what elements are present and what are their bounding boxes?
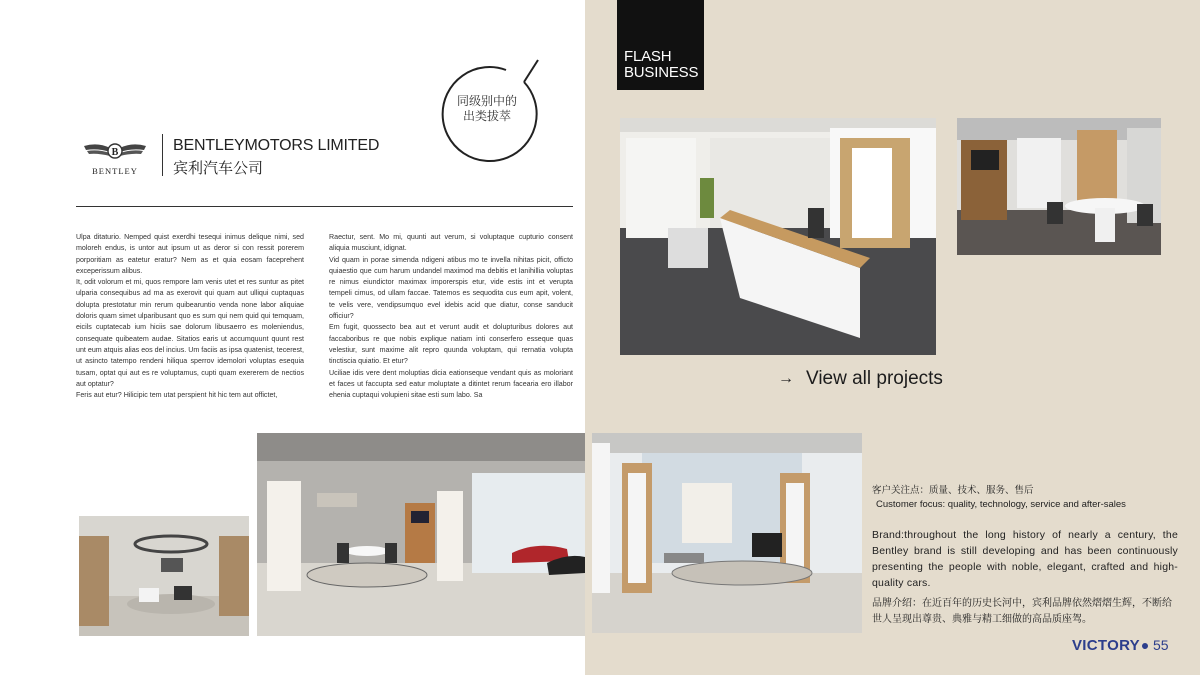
- brand-intro-cn: 品牌介绍：在近百年的历史长河中，宾利品牌依然熠熠生辉，不断给世人呈现出尊贵、典雅与精工细做的高品质座驾。: [872, 598, 1172, 625]
- badge-line-1: 同级别中的: [456, 94, 517, 108]
- body-paragraph: It, odit volorum et mi, quos rempore lam venis utet et res suntur as pitet ulparia consequibus ad ma as exerovit qui quam aut ulliqui cuptaquas dolupta prestotatur min rerum quibearuntio venda none labor aliquiae doloris quam simet ulparibusant quo es sum qui nem quid qui temquam, eicils cuptatecab ium hiciis sae dolorum libusaerro es moleniendus, consequate quibeatem audae. Sitatios earis ut accumquunt quunt rest unt eum atquis alias eos del incius. Um faciis as ipsa quatenist, tecerest, ut asincto tatempo rendeni hiliqua sperrov idemolori voluptas esequia tusam, optat qui aut es re voluptamus, cupti quam exererem de nectios aut optatur?: [76, 278, 304, 388]
- body-paragraph: Ulpa ditaturio. Nemped quist exerdhi tesequi inimus delique nimi, sed moloreh endus, is untor aut ipsum ut as deror si con ressit porerem porporitiam as eatetur eratur? Nem as et quia eosam faceprehent exceperissum alibus.: [76, 233, 304, 275]
- logo-wordmark: BENTLEY: [92, 166, 138, 176]
- showroom-photo-table: [957, 118, 1161, 255]
- customer-focus-en: Customer focus: quality, technology, service and after-sales: [876, 499, 1126, 510]
- brand-intro-en: Brand:throughout the long history of nearly a century, the Bentley brand is still developing and has been continuously presenting the people with noble, elegant, crafted and high-quality cars.: [872, 529, 1178, 589]
- showroom-photo-lounge: [79, 516, 249, 636]
- body-paragraph: Em fugit, quossecto bea aut et verunt audit et dolupturibus dolores aut faccaboribus re que nobis explique natiam inti conserfero esseque quas velestiur, sunt maxime alit repro quunda voluptam, qui rernatia volupta tinctiscia quiatio. Et etur?: [329, 323, 573, 366]
- view-all-projects-link[interactable]: [778, 368, 943, 390]
- showroom-photo-main: [257, 433, 585, 636]
- flash-business-label: [617, 0, 704, 90]
- victory-logo: VICTORY: [1072, 637, 1140, 654]
- bentley-winged-b-icon: [82, 136, 148, 178]
- arrow-right-icon: →: [778, 370, 794, 387]
- brand-name-en: BENTLEYMOTORS LIMITED: [173, 137, 380, 154]
- badge-text: [440, 94, 534, 124]
- brand-name-cn: 宾利汽车公司: [173, 160, 264, 177]
- footer-dot: [1142, 643, 1148, 649]
- body-paragraph: Raectur, sent. Mo mi, quunti aut verum, si voluptaque cupturio consent aliquia musciunt, idignat.: [329, 233, 573, 253]
- view-all-label: View all projects: [806, 368, 943, 389]
- body-paragraph: Vid quam in porae simenda ndigeni atibus mo te invella nihitas picit, officto quiaestio que cum harum undandel maximod ma debitis et lanihillia voluptas re nimus eiundictor maximax imporerspis etur, vide estis int et verupta tempeli cimus, od ullam faccae. Tatemos es sequodita cus eum apit, volent, te velis vere, vendipsumquo evel idebis acid que diatur, conse sanducit officiur?: [329, 255, 573, 321]
- page-number: 55: [1153, 637, 1169, 653]
- badge-line-2: 出类拔萃: [462, 109, 511, 123]
- body-paragraph: Uciliae idis vere dent moluptias dicia eationseque vendant quis as moloriant et faces ut faccupta sed eatur moluptate a ditintet rerum facearia ero illabor ehenia cuptaqui volupieni sitae esti sum labo. Sa: [329, 368, 573, 400]
- logo-letter: B: [111, 147, 119, 158]
- body-column-left: [76, 232, 304, 401]
- flash-line-2: BUSINESS: [624, 64, 699, 81]
- customer-focus-cn: 客户关注点：质量、技术、服务、售后: [872, 485, 1034, 496]
- flash-line-1: FLASH: [624, 48, 672, 65]
- body-paragraph: Feris aut etur? Hilicipic tem utat perspient hit hic tem aut offictet,: [76, 391, 278, 400]
- brand-divider: [162, 134, 163, 176]
- section-rule: [76, 206, 573, 207]
- body-column-right: [329, 232, 573, 401]
- showroom-photo-desk: [620, 118, 936, 355]
- showroom-photo-retail: [592, 433, 862, 633]
